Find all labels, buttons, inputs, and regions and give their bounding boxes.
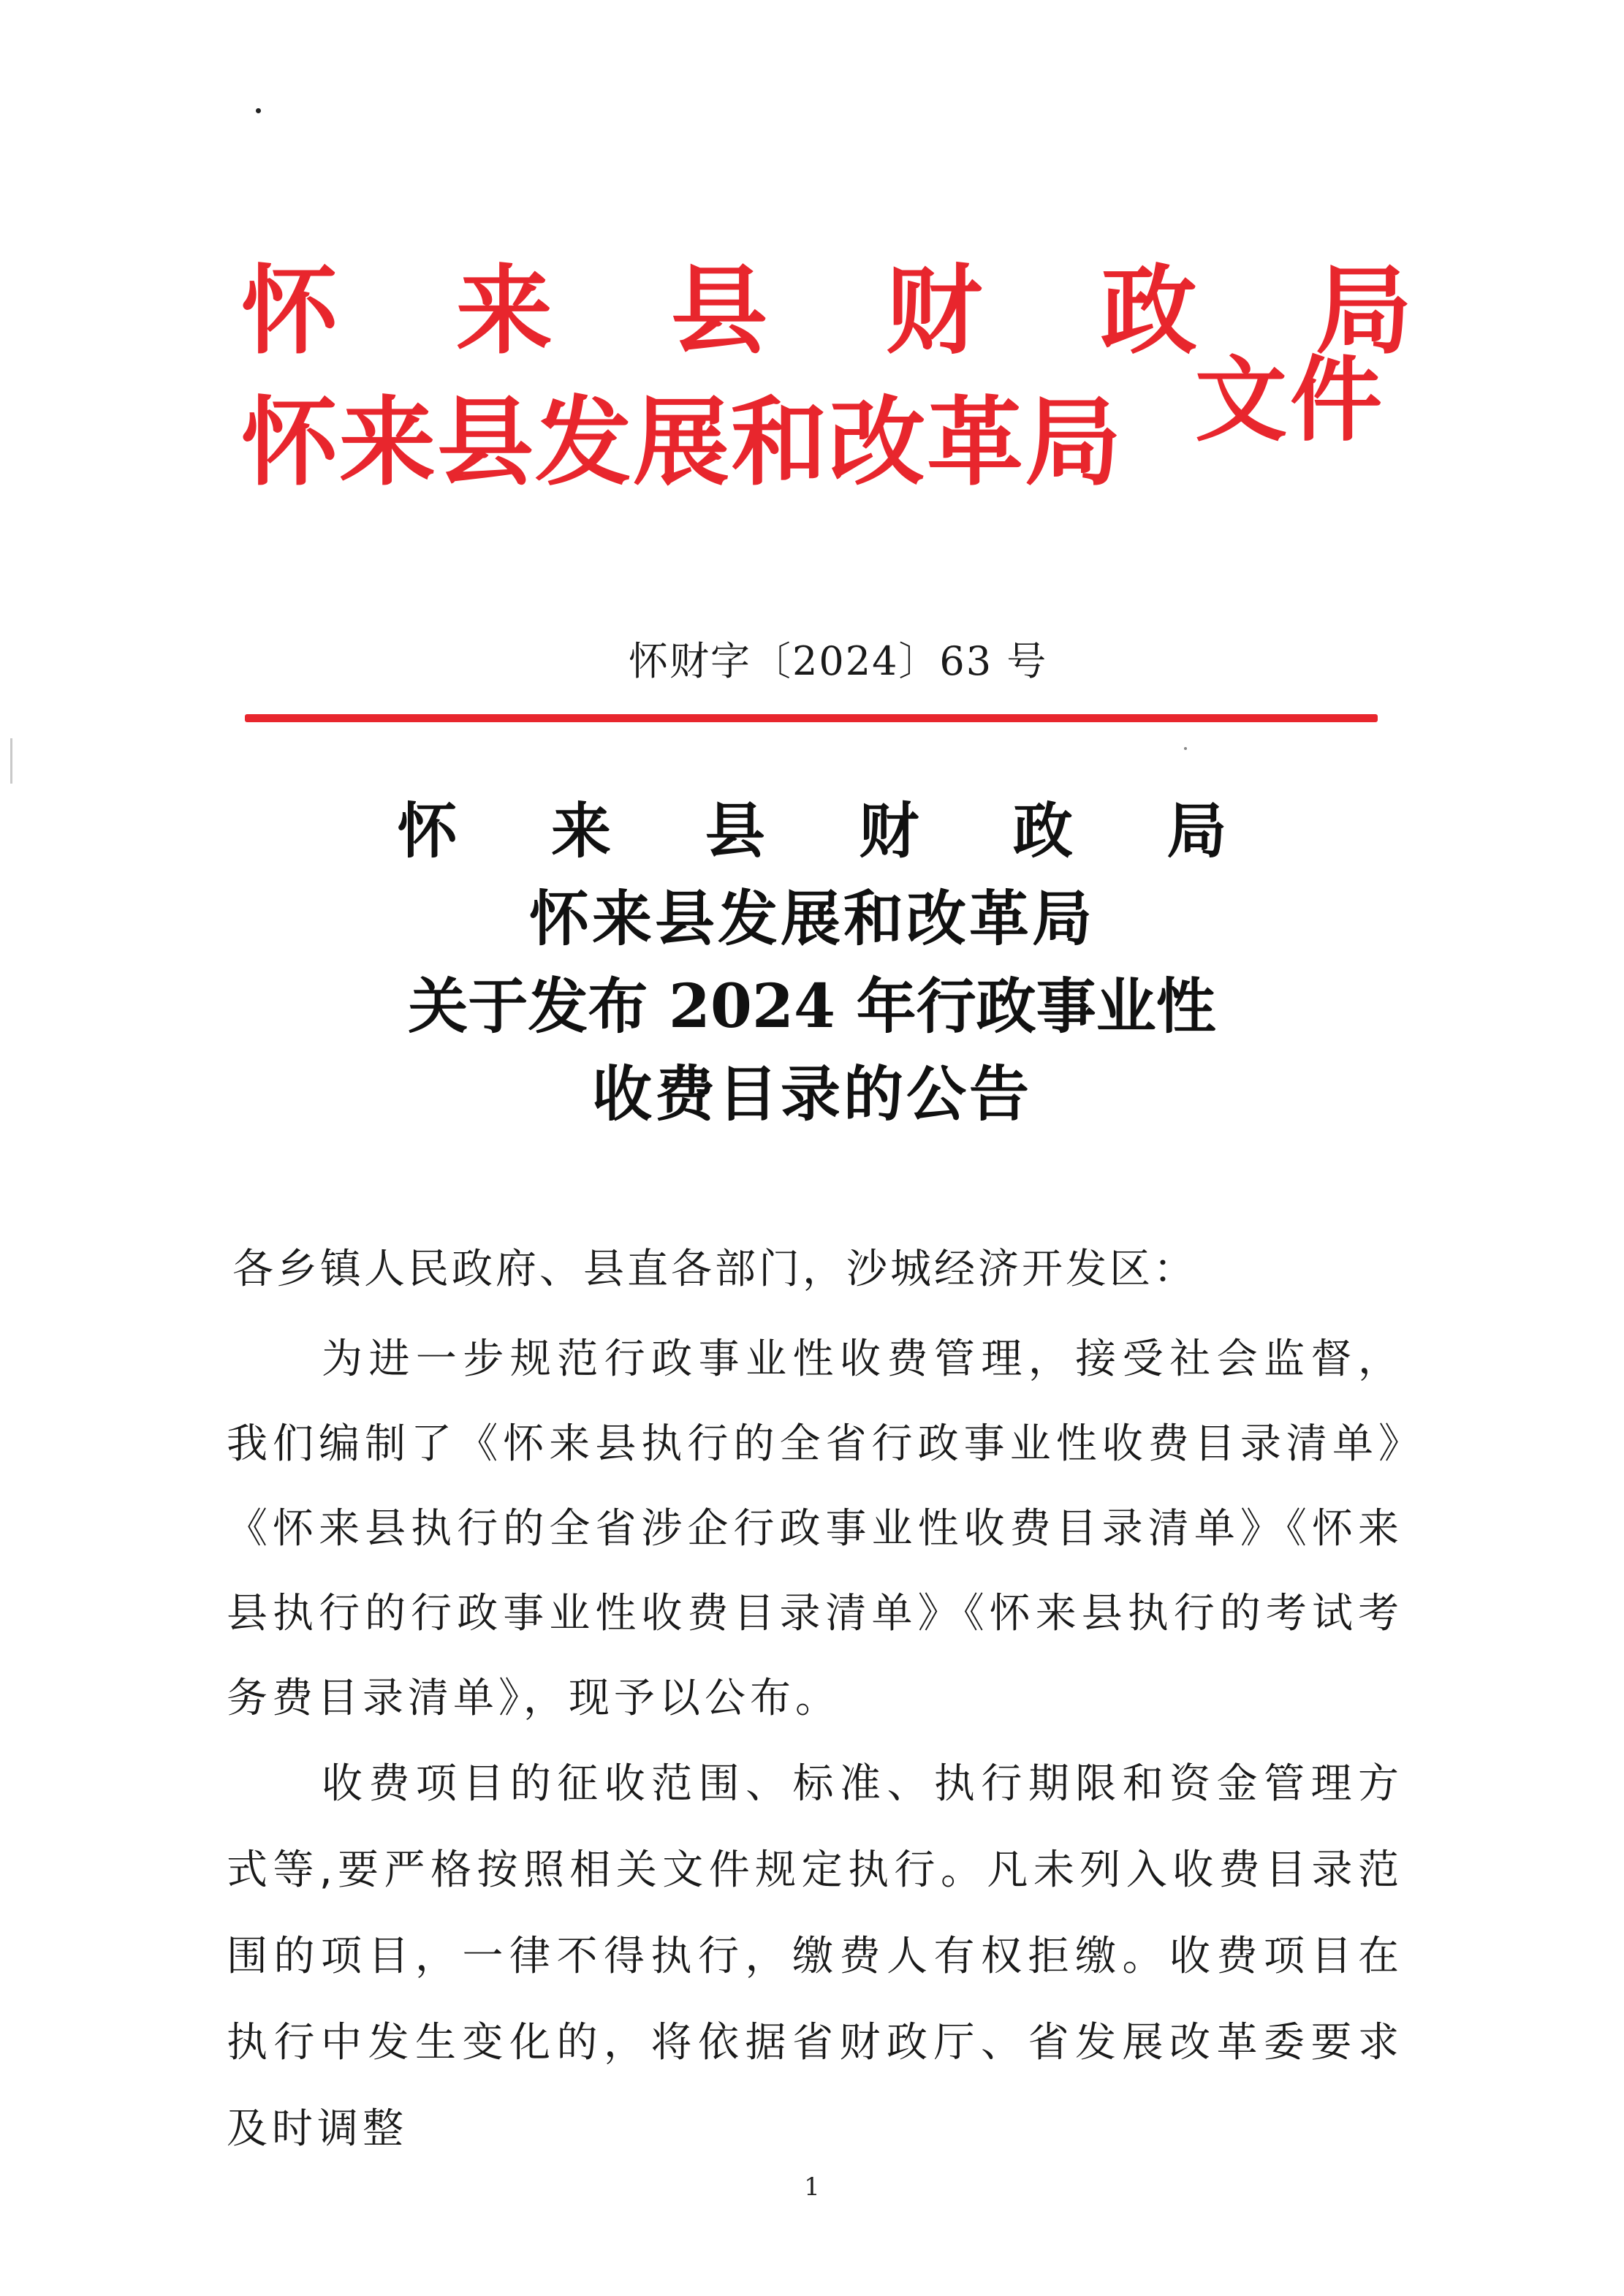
letterhead-agency-2: 怀来县发展和改革局 — [241, 387, 1123, 499]
page-number: 1 — [804, 2172, 820, 2202]
document-number: 怀财字〔2024〕63 号 — [629, 638, 1048, 684]
title-line-1: 怀 来 县 财 政 局 — [397, 796, 1264, 866]
scan-edge-mark — [10, 738, 12, 784]
salutation: 各乡镇人民政府、县直各部门，沙城经济开发区： — [232, 1246, 1197, 1293]
scan-speck — [1184, 747, 1187, 750]
body-paragraph-1: 为进一步规范行政事业性收费管理，接受社会监督，我们编制了《怀来县执行的全省行政事业性收费目录清单》《怀来县执行的全省涉企行政事业性收费目录清单》《怀来县执行的行政事业性收费目录清单》《怀来县执行的考试考务费目录清单》，现予以公布。 — [227, 1335, 1403, 1722]
title-line-4: 收费目录的公告 — [591, 1059, 1032, 1129]
title-line-2: 怀来县发展和改革局 — [528, 884, 1095, 954]
body-paragraph-2: 收费项目的征收范围、标准、执行期限和资金管理方式等,要严格按照相关文件规定执行。凡未列入收费目录范围的项目，一律不得执行，缴费人有权拒缴。收费项目在执行中发生变化的，将依据省财政厅、省发展改革委要求及时调整 — [227, 1760, 1403, 2153]
letterhead-red-rule — [245, 714, 1378, 722]
letterhead-agency-1: 怀 来 县 财 政 局 — [241, 255, 1454, 368]
letterhead-doc-type: 文件 — [1195, 346, 1385, 454]
title-line-3: 关于发布 2024 年行政事业性 — [408, 971, 1216, 1042]
scan-dot — [256, 108, 261, 113]
